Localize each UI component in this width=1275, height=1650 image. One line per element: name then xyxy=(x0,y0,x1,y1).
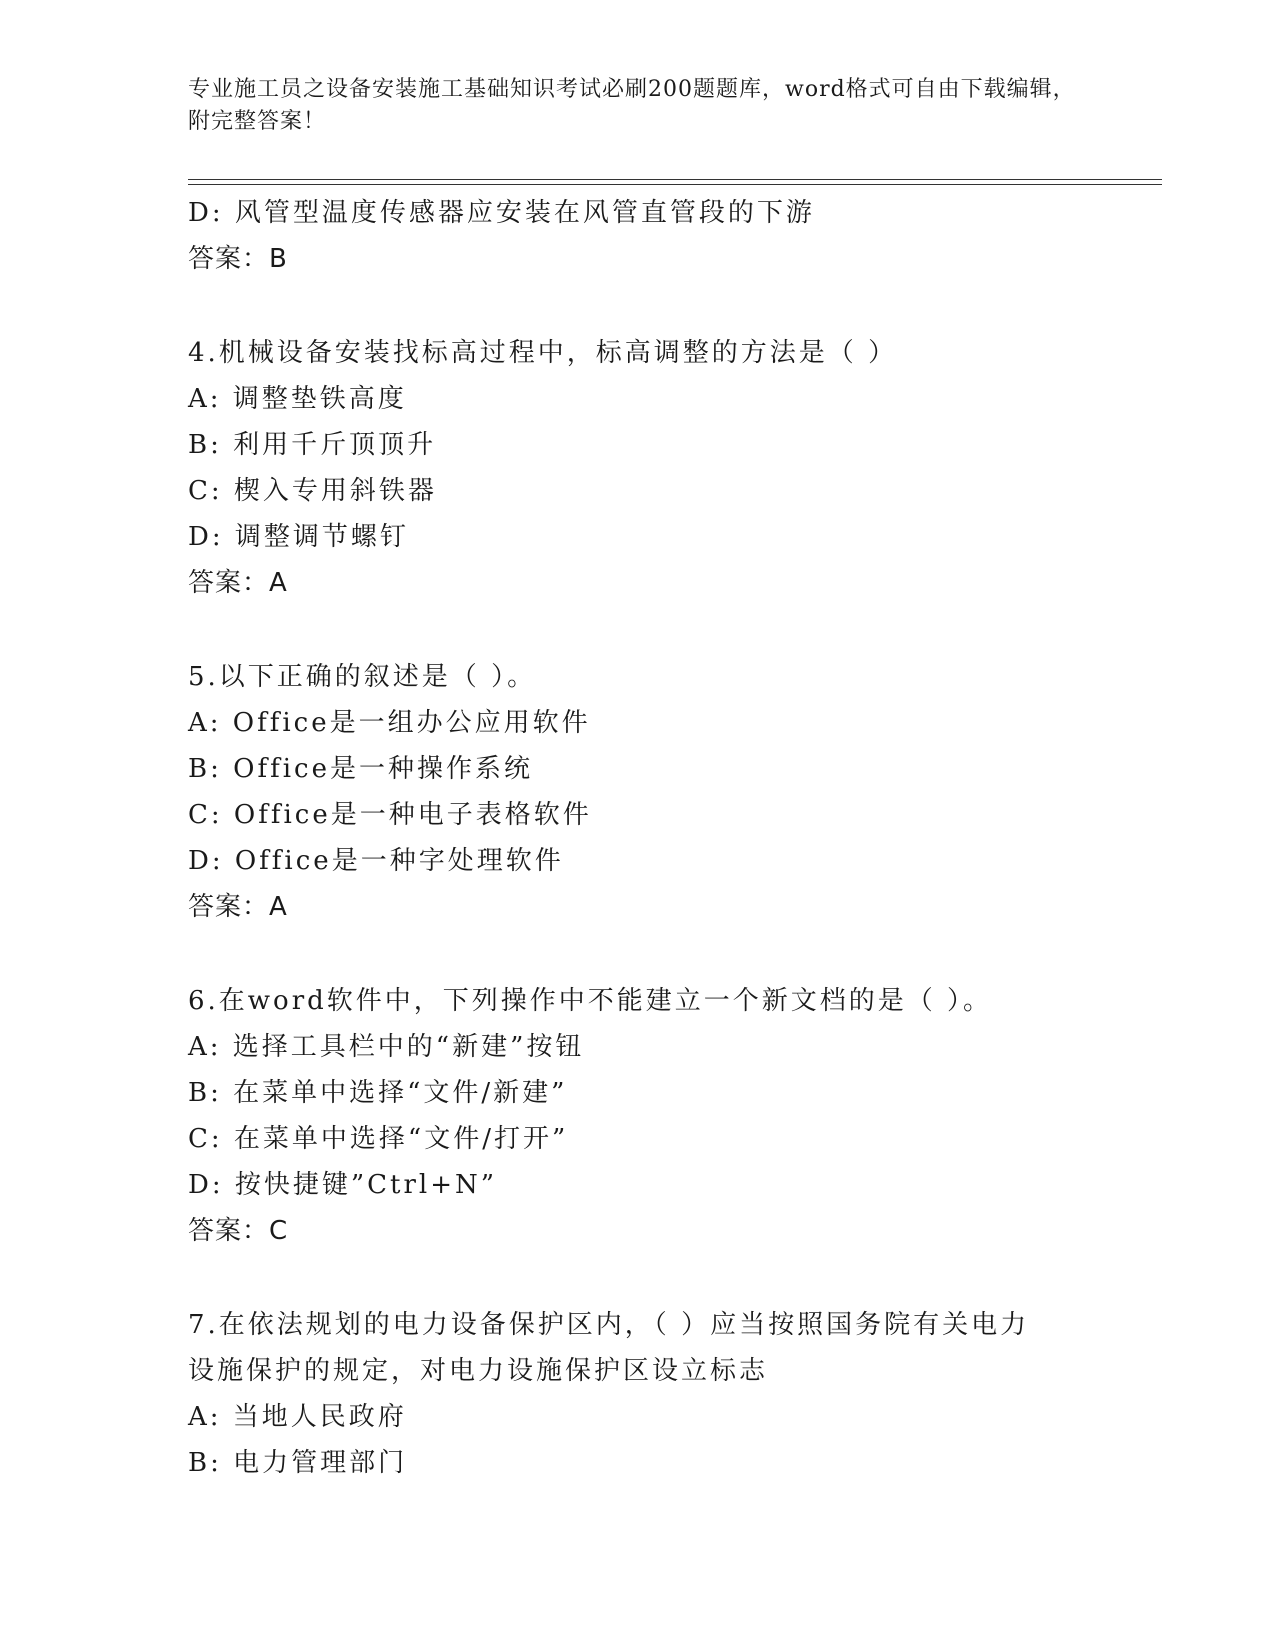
option-b: B: Office是一种操作系统 xyxy=(188,754,533,784)
answer: 答案：B xyxy=(188,244,288,274)
option-a: A: Office是一组办公应用软件 xyxy=(188,708,591,738)
option-a: A: 当地人民政府 xyxy=(188,1402,407,1432)
question-block xyxy=(188,190,1148,282)
option-d: D: 按快捷键”Ctrl+N” xyxy=(188,1170,498,1200)
page-header: 专业施工员之设备安装施工基础知识考试必刷200题题库，word格式可自由下载编辑，附完整答案！ xyxy=(188,77,1076,134)
answer: 答案：A xyxy=(188,892,288,922)
option-b: B: 利用千斤顶顶升 xyxy=(188,430,437,460)
question-block xyxy=(188,1302,1148,1486)
option-b: B: 电力管理部门 xyxy=(188,1448,408,1478)
question-text: 4.机械设备安装找标高过程中，标高调整的方法是（ ） xyxy=(188,338,898,368)
answer: 答案：C xyxy=(188,1216,289,1246)
option-d: D: 风管型温度传感器应安装在风管直管段的下游 xyxy=(188,198,815,228)
option-a: A: 选择工具栏中的“新建”按钮 xyxy=(188,1032,585,1062)
question-block xyxy=(188,330,1148,606)
question-text: 5.以下正确的叙述是（ ）。 xyxy=(188,662,537,692)
question-block xyxy=(188,654,1148,930)
option-d: D: Office是一种字处理软件 xyxy=(188,846,564,876)
header-rule-top xyxy=(188,179,1162,180)
option-c: C: 楔入专用斜铁器 xyxy=(188,476,437,506)
question-list xyxy=(188,190,1148,1486)
option-c: C: 在菜单中选择“文件/打开” xyxy=(188,1124,569,1154)
question-block xyxy=(188,978,1148,1254)
option-c: C: Office是一种电子表格软件 xyxy=(188,800,592,830)
answer: 答案：A xyxy=(188,568,288,598)
option-d: D: 调整调节螺钉 xyxy=(188,522,409,552)
option-b: B: 在菜单中选择“文件/新建” xyxy=(188,1078,568,1108)
question-text: 7.在依法规划的电力设备保护区内，（ ）应当按照国务院有关电力设施保护的规定，对电力设施保护区设立标志 xyxy=(188,1310,1030,1386)
question-text: 6.在word软件中，下列操作中不能建立一个新文档的是（ ）。 xyxy=(188,986,993,1016)
option-a: A: 调整垫铁高度 xyxy=(188,384,407,414)
header-rule-bottom xyxy=(188,184,1162,185)
